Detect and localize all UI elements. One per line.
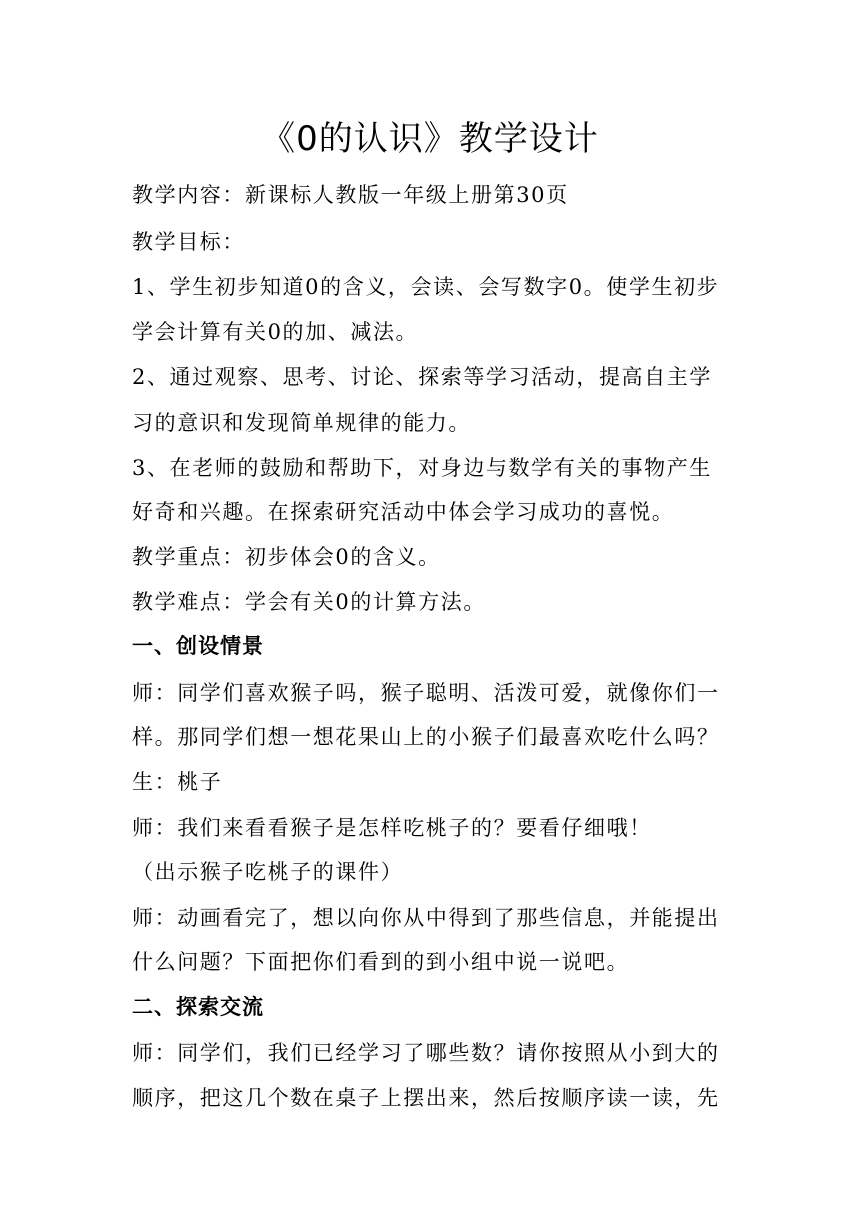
- goal-2-line-1: 2、通过观察、思考、讨论、探索等学习活动，提高自主学: [132, 365, 712, 389]
- goal-3-line-2: 好奇和兴趣。在探索研究活动中体会学习成功的喜悦。: [132, 500, 675, 524]
- student-answer-line: 生：桃子: [132, 770, 223, 794]
- document-title: 《0的认识》教学设计: [261, 119, 599, 159]
- section-heading-1: 一、创设情景: [132, 634, 264, 658]
- goal-1-line-2: 学会计算有关0的加、减法。: [132, 320, 419, 344]
- teaching-content-line: 教学内容：新课标人教版一年级上册第30页: [132, 183, 569, 207]
- teaching-difficulty-line: 教学难点：学会有关0的计算方法。: [132, 590, 486, 614]
- dialogue-line-1: 师：同学们喜欢猴子吗，猴子聪明、活泼可爱，就像你们一: [132, 681, 720, 705]
- goal-2-line-2: 习的意识和发现简单规律的能力。: [132, 411, 471, 435]
- goal-3-line-1: 3、在老师的鼓励和帮助下，对身边与数学有关的事物产生: [132, 456, 712, 480]
- section-heading-2: 二、探索交流: [132, 995, 264, 1019]
- dialogue-line-4: 师：动画看完了，想以向你从中得到了那些信息，并能提出: [132, 906, 720, 930]
- dialogue-line-3: 师：我们来看看猴子是怎样吃桃子的？要看仔细哦！: [132, 816, 652, 840]
- dialogue-line-6: 师：同学们，我们已经学习了哪些数？请你按照从小到大的: [132, 1041, 720, 1065]
- dialogue-line-5: 什么问题？下面把你们看到的到小组中说一说吧。: [132, 950, 630, 974]
- teaching-focus-line: 教学重点：初步体会0的含义。: [132, 545, 441, 569]
- dialogue-line-2: 样。那同学们想一想花果山上的小猴子们最喜欢吃什么吗？: [132, 725, 720, 749]
- dialogue-line-7: 顺序，把这几个数在桌子上摆出来，然后按顺序读一读，先: [132, 1086, 720, 1110]
- teaching-goals-label: 教学目标：: [132, 230, 245, 254]
- goal-1-line-1: 1、学生初步知道0的含义，会读、会写数字0。使学生初步: [132, 275, 720, 299]
- courseware-note-line: （出示猴子吃桃子的课件）: [132, 860, 404, 884]
